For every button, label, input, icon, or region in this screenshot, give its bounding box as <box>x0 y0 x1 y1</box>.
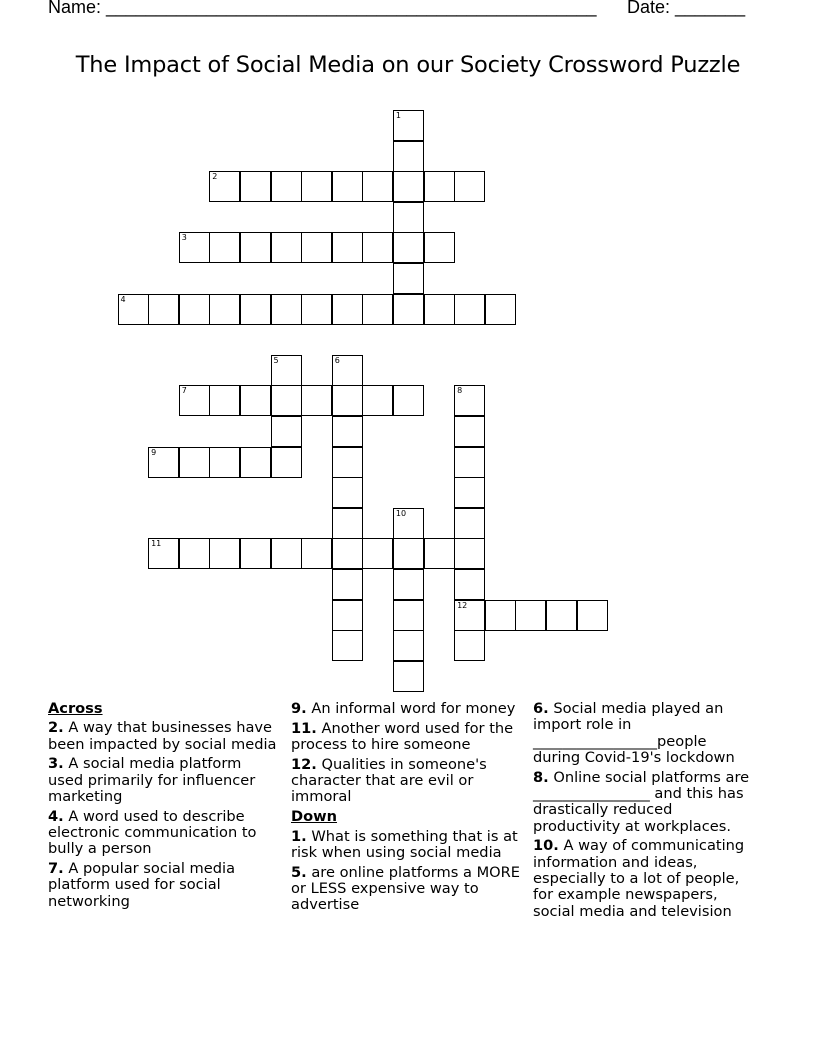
clue-number: 9. <box>291 700 307 717</box>
clue-text: Another word used for the process to hire someone <box>291 719 514 754</box>
crossword-cell[interactable] <box>271 447 302 478</box>
crossword-cell[interactable] <box>424 294 455 325</box>
clue-across-7 <box>48 861 278 910</box>
clue-number: 11. <box>291 719 317 737</box>
crossword-cell[interactable] <box>393 600 424 631</box>
clue-text: are online platforms a MORE or LESS expensive way to advertise <box>291 863 521 914</box>
crossword-cell[interactable] <box>240 171 271 202</box>
clue-down-10 <box>533 838 758 919</box>
crossword-cell[interactable] <box>393 508 424 539</box>
cell-number: 7 <box>181 386 187 396</box>
crossword-cell[interactable] <box>179 294 210 325</box>
crossword-cell[interactable] <box>393 171 424 202</box>
crossword-cell[interactable] <box>393 263 424 294</box>
crossword-cell[interactable] <box>393 110 424 141</box>
crossword-cell[interactable] <box>179 538 210 569</box>
clue-across-2 <box>48 720 278 753</box>
clue-across-3 <box>48 756 278 805</box>
crossword-cell[interactable] <box>577 600 608 631</box>
clue-number: 5. <box>291 863 307 881</box>
crossword-cell[interactable] <box>209 447 240 478</box>
crossword-cell[interactable] <box>179 447 210 478</box>
page-title: The Impact of Social Media on our Society Crossword Puzzle <box>75 52 741 78</box>
crossword-cell[interactable] <box>454 477 485 508</box>
crossword-cell[interactable] <box>485 600 516 631</box>
crossword-cell[interactable] <box>301 232 332 263</box>
crossword-cell[interactable] <box>301 294 332 325</box>
clues-column-2 <box>291 701 526 917</box>
crossword-cell[interactable] <box>301 538 332 569</box>
crossword-cell[interactable] <box>271 416 302 447</box>
crossword-cell[interactable] <box>454 385 485 416</box>
crossword-cell[interactable] <box>209 385 240 416</box>
clue-number: 6. <box>533 700 549 717</box>
cell-number: 1 <box>395 111 401 120</box>
down-heading: Down <box>291 808 338 826</box>
clue-down-8 <box>533 770 758 835</box>
crossword-cell[interactable] <box>240 447 271 478</box>
name-field-label: Name: _________________________________________________ <box>48 0 597 17</box>
clue-number: 12. <box>291 755 317 773</box>
crossword-cell[interactable] <box>485 294 516 325</box>
crossword-cell[interactable] <box>332 569 363 600</box>
crossword-cell[interactable] <box>332 416 363 447</box>
crossword-cell[interactable] <box>332 538 363 569</box>
crossword-cell[interactable] <box>393 538 424 569</box>
cell-number: 8 <box>457 386 463 396</box>
clue-down-1 <box>291 829 526 862</box>
clue-text: A social media platform used primarily for influencer marketing <box>48 755 256 805</box>
clue-number: 2. <box>48 719 64 737</box>
clue-text: A popular social media platform used for social networking <box>48 860 236 910</box>
clue-text: Social media played an import role in _________________people during Covid-19's lockdown <box>533 700 735 766</box>
crossword-cell[interactable] <box>393 202 424 233</box>
crossword-cell[interactable] <box>209 538 240 569</box>
crossword-cell[interactable] <box>393 385 424 416</box>
crossword-cell[interactable] <box>271 355 302 386</box>
crossword-cell[interactable] <box>332 600 363 631</box>
crossword-cell[interactable] <box>332 294 363 325</box>
crossword-cell[interactable] <box>271 232 302 263</box>
crossword-cell[interactable] <box>240 385 271 416</box>
crossword-cell[interactable] <box>118 294 149 325</box>
crossword-cell[interactable] <box>240 538 271 569</box>
crossword-cell[interactable] <box>332 447 363 478</box>
crossword-cell[interactable] <box>362 171 393 202</box>
clue-text: A word used to describe electronic communication to bully a person <box>48 807 257 858</box>
crossword-cell[interactable] <box>148 538 179 569</box>
clue-text: A way that businesses have been impacted by social media <box>48 719 277 753</box>
crossword-cell[interactable] <box>546 600 577 631</box>
crossword-cell[interactable] <box>454 600 485 631</box>
clues-column-3 <box>533 701 758 923</box>
crossword-cell[interactable] <box>393 661 424 692</box>
crossword-cell[interactable] <box>454 447 485 478</box>
crossword-cell[interactable] <box>209 294 240 325</box>
cell-number: 12 <box>457 600 468 610</box>
cell-number: 5 <box>273 355 279 365</box>
crossword-cell[interactable] <box>209 171 240 202</box>
crossword-cell[interactable] <box>332 630 363 661</box>
clue-text: Qualities in someone's character that are evil or immoral <box>291 755 487 806</box>
clue-text: An informal word for money <box>311 700 516 717</box>
crossword-cell[interactable] <box>454 508 485 539</box>
crossword-cell[interactable] <box>332 477 363 508</box>
crossword-cell[interactable] <box>271 538 302 569</box>
cell-number: 6 <box>334 355 340 365</box>
cell-number: 10 <box>395 508 407 518</box>
crossword-cell[interactable] <box>332 385 363 416</box>
cell-number: 3 <box>181 233 187 243</box>
crossword-cell[interactable] <box>454 569 485 600</box>
clue-text: What is something that is at risk when using social media <box>291 827 518 861</box>
crossword-cell[interactable] <box>271 294 302 325</box>
date-field-label: Date: _______ <box>627 0 746 17</box>
across-heading: Across <box>48 700 103 717</box>
cell-number: 11 <box>151 539 162 549</box>
clues-column-1 <box>48 701 278 914</box>
crossword-cell[interactable] <box>454 416 485 447</box>
crossword-cell[interactable] <box>424 538 455 569</box>
crossword-cell[interactable] <box>148 294 179 325</box>
crossword-cell[interactable] <box>179 385 210 416</box>
crossword-cell[interactable] <box>362 385 393 416</box>
crossword-cell[interactable] <box>515 600 546 631</box>
crossword-cell[interactable] <box>179 232 210 263</box>
crossword-cell[interactable] <box>362 538 393 569</box>
crossword-cell[interactable] <box>454 630 485 661</box>
clue-down-5 <box>291 865 526 914</box>
crossword-cell[interactable] <box>148 447 179 478</box>
crossword-cell[interactable] <box>240 294 271 325</box>
crossword-cell[interactable] <box>393 141 424 172</box>
crossword-cell[interactable] <box>332 171 363 202</box>
clue-number: 7. <box>48 860 64 878</box>
clue-number: 10. <box>533 837 559 855</box>
cell-number: 9 <box>151 447 157 457</box>
clue-text: A way of communicating information and ideas, especially to a lot of people, for example newspapers, social media and television <box>533 837 745 920</box>
crossword-cell[interactable] <box>393 630 424 661</box>
crossword-cell[interactable] <box>362 232 393 263</box>
clue-across-12 <box>291 757 526 806</box>
crossword-cell[interactable] <box>332 232 363 263</box>
clue-number: 8. <box>533 768 549 786</box>
cell-number: 4 <box>120 294 126 304</box>
crossword-cell[interactable] <box>301 171 332 202</box>
clue-number: 3. <box>48 755 64 773</box>
crossword-cell[interactable] <box>271 171 302 202</box>
clue-text: Online social platforms are ________________ and this has drastically reduced productivity at workplaces. <box>533 768 750 835</box>
crossword-cell[interactable] <box>454 171 485 202</box>
clue-across-4 <box>48 809 278 858</box>
crossword-cell[interactable] <box>393 294 424 325</box>
crossword-cell[interactable] <box>393 232 424 263</box>
crossword-cell[interactable] <box>424 232 455 263</box>
clue-number: 4. <box>48 807 64 825</box>
crossword-cell[interactable] <box>240 232 271 263</box>
crossword-cell[interactable] <box>301 385 332 416</box>
clue-number: 1. <box>291 827 307 845</box>
crossword-cell[interactable] <box>332 355 363 386</box>
clue-across-9 <box>291 701 526 717</box>
clue-across-11 <box>291 721 526 754</box>
clue-down-6 <box>533 701 758 766</box>
crossword-cell[interactable] <box>271 385 302 416</box>
crossword-cell[interactable] <box>362 294 393 325</box>
crossword-cell[interactable] <box>454 294 485 325</box>
cell-number: 2 <box>212 172 218 182</box>
crossword-cell[interactable] <box>454 538 485 569</box>
crossword-cell[interactable] <box>424 171 455 202</box>
crossword-cell[interactable] <box>393 569 424 600</box>
crossword-cell[interactable] <box>209 232 240 263</box>
crossword-cell[interactable] <box>332 508 363 539</box>
